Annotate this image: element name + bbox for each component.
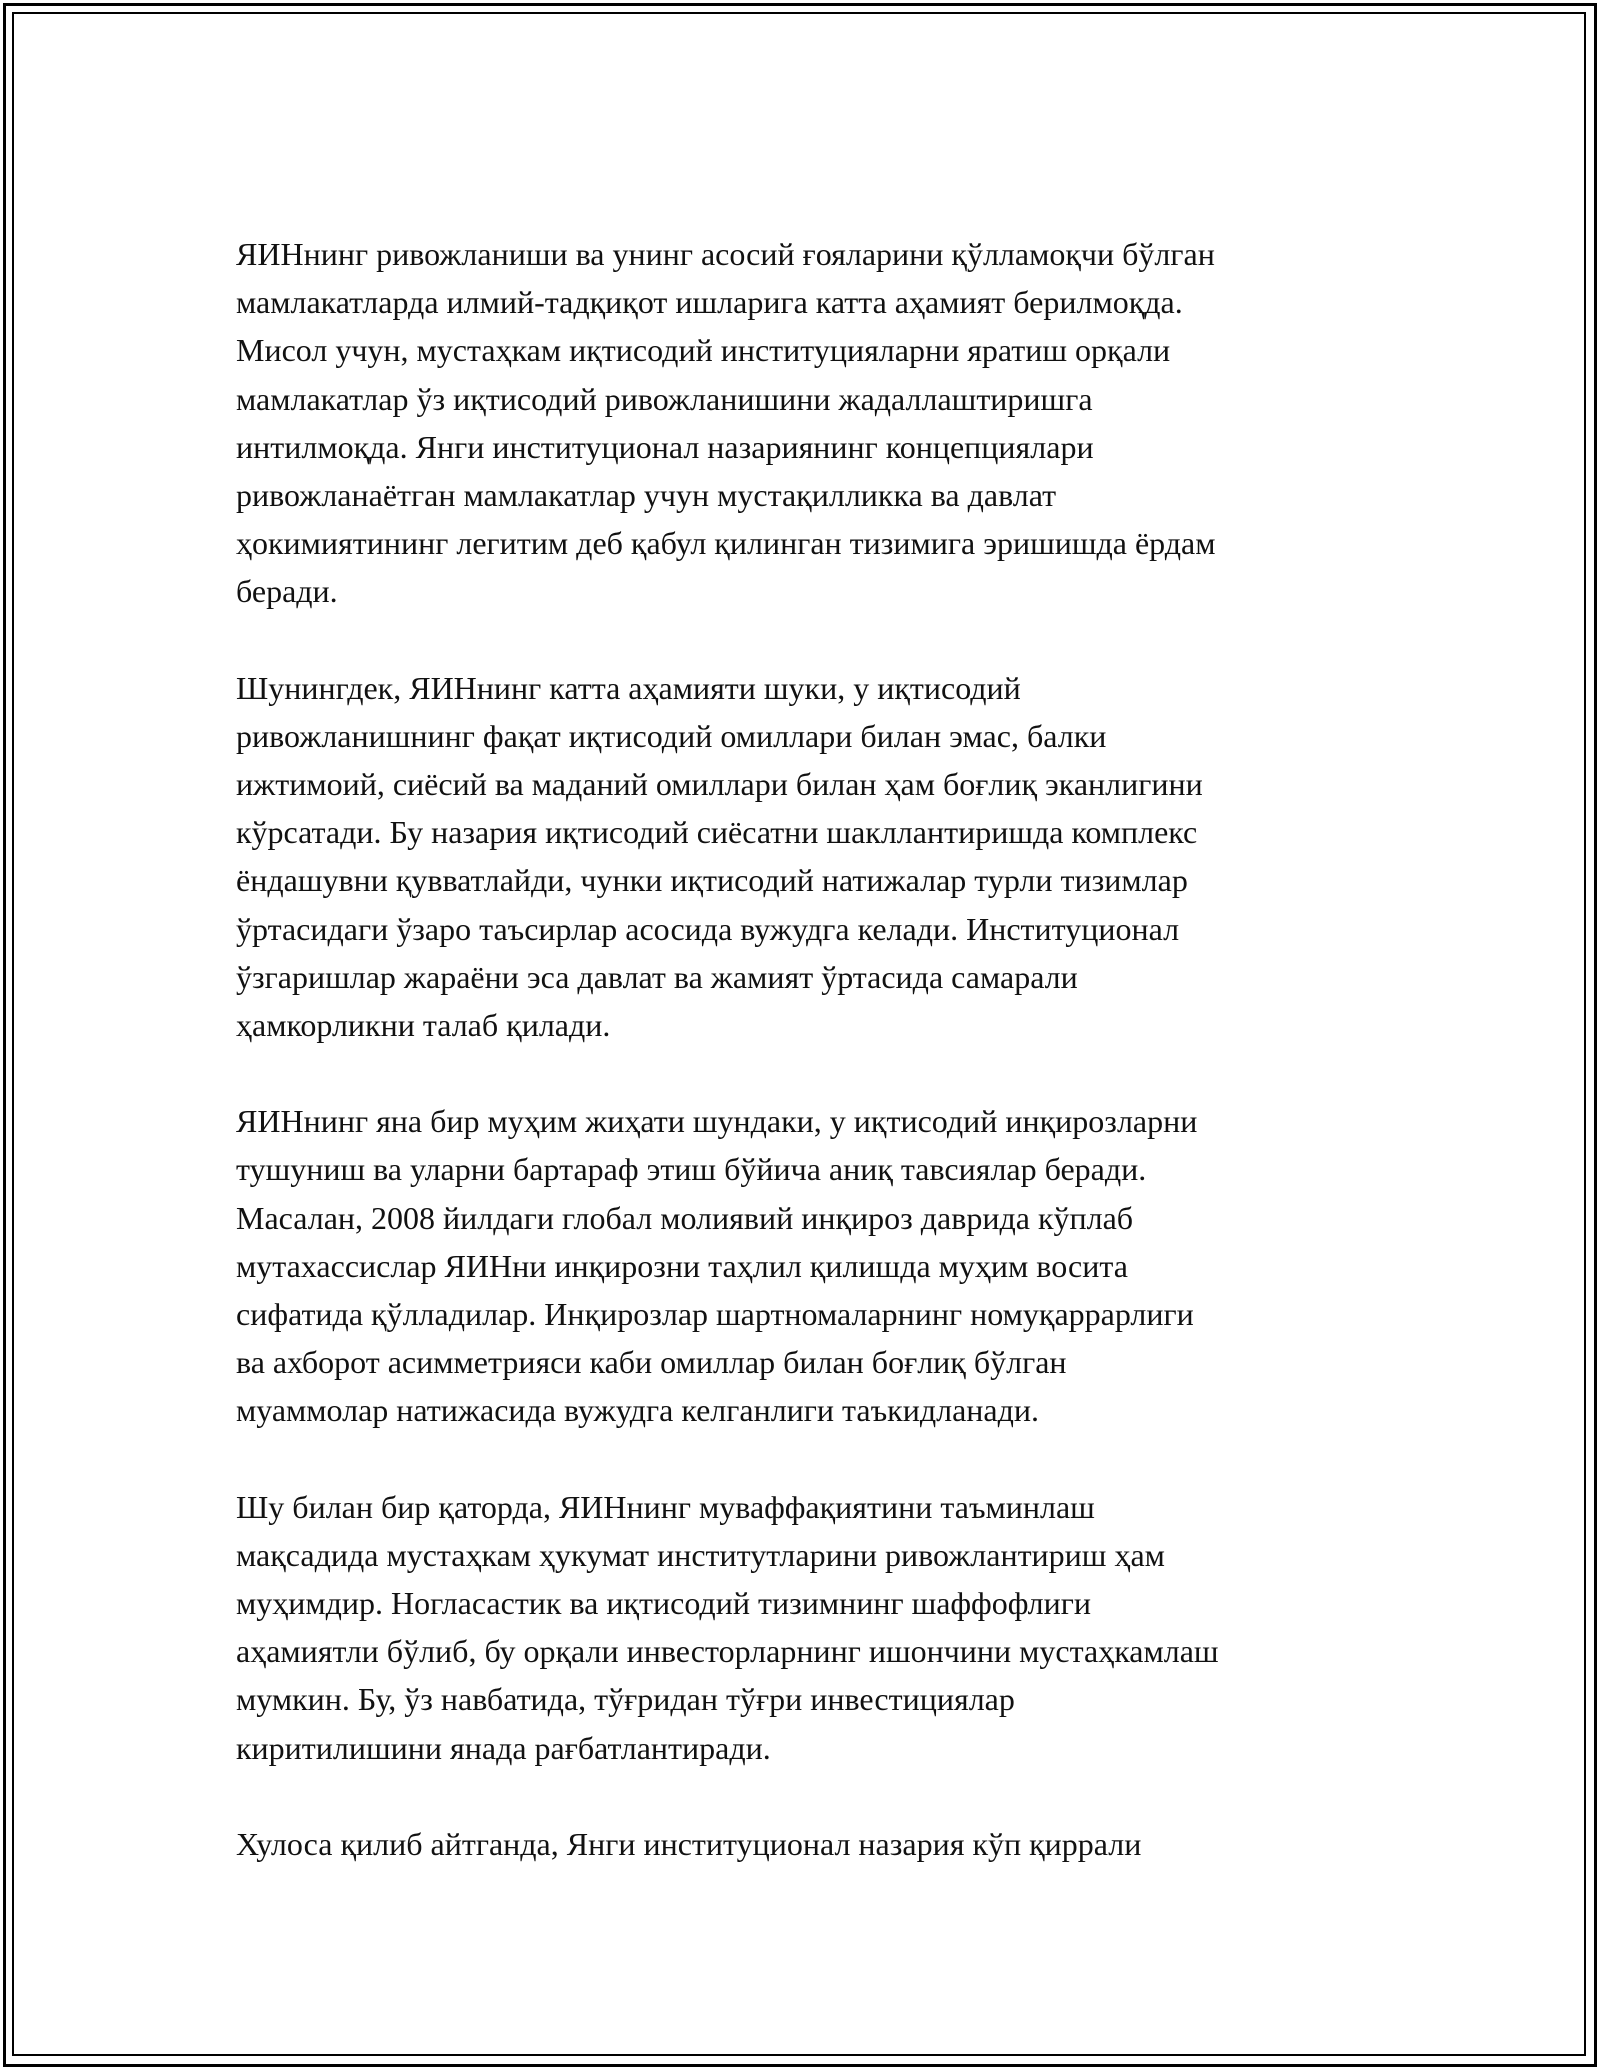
text-line: ЯИНнинг яна бир муҳим жиҳати шундаки, у иқтисодий инқирозларни: [236, 1103, 1198, 1140]
text-line: муҳимдир. Ногласастик ва иқтисодий тизимнинг шаффофлиги: [236, 1585, 1091, 1622]
text-line: ижтимоий, сиёсий ва маданий омиллари билан ҳам боғлиқ эканлигини: [236, 766, 1203, 803]
text-line: кўрсатади. Бу назария иқтисодий сиёсатни шакллантиришда комплекс: [236, 814, 1198, 851]
text-line: ҳокимиятининг легитим деб қабул қилинган тизимига эришишда ёрдам: [236, 525, 1216, 562]
text-line: беради.: [236, 573, 338, 610]
paragraph-3: [236, 1097, 1396, 1434]
text-line: ўзгаришлар жараёни эса давлат ва жамият ўртасида самарали: [236, 958, 1078, 995]
text-line: киритилишини янада рағбатлантиради.: [236, 1729, 771, 1766]
text-line: ривожланишнинг фақат иқтисодий омиллари билан эмас, балки: [236, 717, 1107, 754]
paragraph-1: [236, 230, 1396, 616]
paragraph-2: [236, 664, 1396, 1050]
text-line: Мисол учун, мустаҳкам иқтисодий институцияларни яратиш орқали: [236, 332, 1171, 369]
text-line: тушуниш ва уларни бартараф этиш бўйича аниқ тавсиялар беради.: [236, 1151, 1147, 1188]
text-line: ва ахборот асимметрияси каби омиллар билан боғлиқ бўлган: [236, 1344, 1067, 1381]
text-line: ривожланаётган мамлакатлар учун мустақилликка ва давлат: [236, 477, 1057, 514]
text-line: ёндашувни қувватлайди, чунки иқтисодий натижалар турли тизимлар: [236, 862, 1188, 899]
text-line: муаммолар натижасида вужудга келганлиги таъкидланади.: [236, 1392, 1040, 1429]
text-line: сифатида қўлладилар. Инқирозлар шартномаларнинг номуқаррарлиги: [236, 1296, 1194, 1333]
text-line: интилмоқда. Янги институционал назариянинг концепциялари: [236, 428, 1094, 465]
paragraph-4: [236, 1483, 1396, 1772]
text-line: мутахассислар ЯИНни инқирозни таҳлил қилишда муҳим восита: [236, 1247, 1128, 1284]
text-line: мумкин. Бу, ўз навбатида, тўғридан тўғри инвестициялар: [236, 1681, 1015, 1718]
text-line: Шу билан бир қаторда, ЯИНнинг муваффақиятини таъминлаш: [236, 1488, 1095, 1525]
text-line: Шунингдек, ЯИНнинг катта аҳамияти шуки, у иқтисодий: [236, 669, 1021, 706]
paragraph-5: [236, 1820, 1396, 1868]
text-line: Масалан, 2008 йилдаги глобал молиявий инқироз даврида кўплаб: [236, 1199, 1134, 1236]
text-line: Хулоса қилиб айтганда, Янги институционал назария кўп қиррали: [236, 1825, 1142, 1862]
text-line: ҳамкорликни талаб қилади.: [236, 1007, 611, 1044]
text-line: мамлакатлар ўз иқтисодий ривожланишини жадаллаштиришга: [236, 380, 1093, 417]
text-line: ЯИНнинг ривожланиши ва унинг асосий ғояларини қўлламоқчи бўлган: [236, 236, 1215, 272]
document-body: [236, 230, 1396, 1916]
text-line: аҳамиятли бўлиб, бу орқали инвесторларнинг ишончини мустаҳкамлаш: [236, 1633, 1219, 1670]
text-line: мамлакатларда илмий-тадқиқот ишларига катта аҳамият берилмоқда.: [236, 284, 1183, 321]
text-line: мақсадида мустаҳкам ҳукумат институтларини ривожлантириш ҳам: [236, 1536, 1165, 1573]
text-line: ўртасидаги ўзаро таъсирлар асосида вужудга келади. Институционал: [236, 910, 1180, 947]
